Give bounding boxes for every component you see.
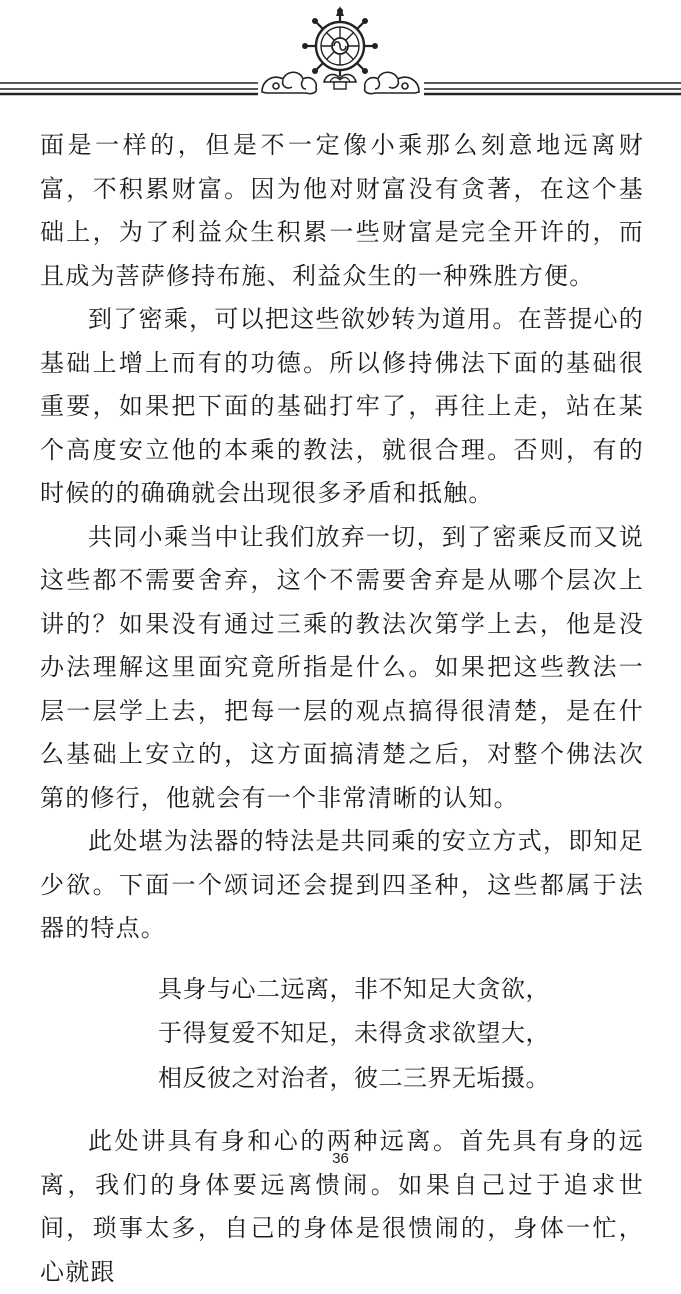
verse-block bbox=[40, 967, 644, 1101]
page-number: 36 bbox=[332, 1150, 349, 1167]
page-body bbox=[40, 124, 644, 1294]
body-paragraph: 到了密乘，可以把这些欲妙转为道用。在菩提心的基础上增上而有的功德。所以修持佛法下面的基础很重要，如果把下面的基础打牢了，再往上走，站在某个高度安立他的本乘的教法，就很合理。否则，有的时候的的确确就会出现很多矛盾和抵触。 bbox=[40, 305, 644, 507]
page-header bbox=[0, 0, 681, 110]
verse-line: 相反彼之对治者，彼二三界无垢摄。 bbox=[158, 1063, 550, 1092]
left-cloud-icon bbox=[262, 72, 316, 93]
dharma-wheel-icon bbox=[302, 6, 378, 89]
right-cloud-icon bbox=[365, 72, 419, 93]
body-paragraph: 面是一样的，但是不一定像小乘那么刻意地远离财富，不积累财富。因为他对财富没有贪著，在这个基础上，为了利益众生积累一些财富是完全开许的，而且成为菩萨修持布施、利益众生的一种殊胜方便。 bbox=[40, 131, 644, 290]
verse-line: 具身与心二远离，非不知足大贪欲， bbox=[158, 974, 550, 1003]
header-ornament bbox=[0, 0, 681, 110]
body-paragraph: 此处堪为法器的特法是共同乘的安立方式，即知足少欲。下面一个颂词还会提到四圣种，这些都属于法器的特点。 bbox=[40, 827, 644, 942]
verse-line: 于得复爱不知足，未得贪求欲望大， bbox=[158, 1019, 550, 1047]
body-paragraph: 共同小乘当中让我们放弃一切，到了密乘反而又说这些都不需要舍弃，这个不需要舍弃是从哪个层次上讲的？如果没有通过三乘的教法次第学上去，他是没办法理解这里面究竟所指是什么。如果把这些教法一层一层学上去，把每一层的观点搞得很清楚，是在什么基础上安立的，这方面搞清楚之后，对整个佛法次第的修行，他就会有一个非常清晰的认知。 bbox=[40, 522, 644, 812]
closing-paragraph: 此处讲具有身和心的两种远离。首先具有身的远离，我们的身体要远离愦闹。如果自己过于追求世间，琐事太多，自己的身体是很愦闹的，身体一忙，心就跟 bbox=[40, 1127, 644, 1286]
